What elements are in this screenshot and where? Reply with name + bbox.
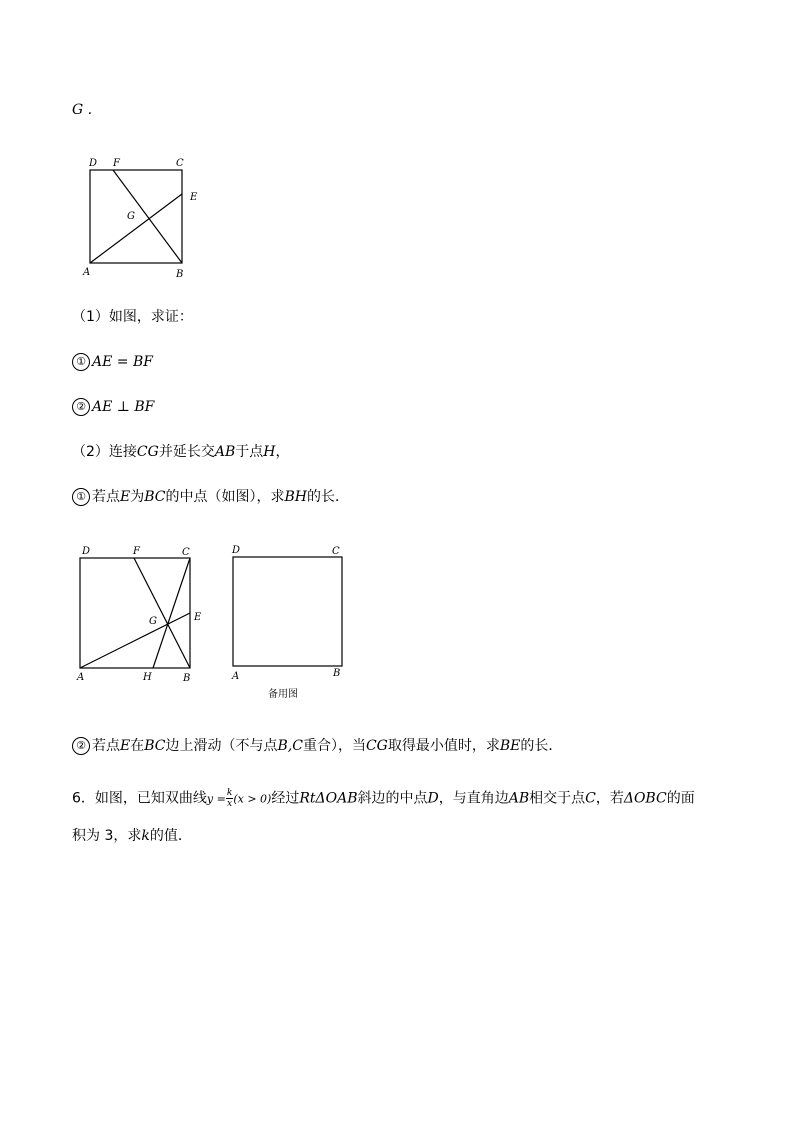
math-var: (x > 0) <box>233 792 272 806</box>
text: 经过 <box>271 790 300 807</box>
fig2-label-d: D <box>82 546 91 557</box>
fig1-label-c: C <box>176 158 184 169</box>
math-var: BH <box>284 489 307 505</box>
math-expr: AE ⊥ BF <box>92 399 155 415</box>
text: 重合），当 <box>302 738 366 754</box>
text: 积为 3，求 <box>72 828 142 844</box>
text: 的长． <box>520 738 563 754</box>
fig1-label-a: A <box>83 267 91 278</box>
text: （2）连接 <box>72 444 137 460</box>
text: 相交于点 <box>529 790 586 807</box>
fig2-label-f: F <box>133 546 140 557</box>
math-var: E <box>120 489 131 505</box>
text: 并延长交 <box>158 444 215 460</box>
fraction-denominator: x <box>227 799 233 809</box>
fig1-label-d: D <box>89 158 98 169</box>
math-var: AB <box>508 790 530 807</box>
math-var: C <box>585 790 596 807</box>
text: 斜边的中点 <box>357 790 428 807</box>
q1-item-2 <box>72 397 154 417</box>
text: 的面 <box>666 790 695 807</box>
q2-sub-2 <box>72 736 562 756</box>
fig2-label-e: E <box>194 612 202 623</box>
text: ，与直角边 <box>438 790 509 807</box>
fig2-label-h: H <box>143 672 152 683</box>
top-line: G . <box>72 102 93 118</box>
text: 的值． <box>149 828 192 844</box>
figure-3 <box>226 540 356 702</box>
math-var: ΔOBC <box>623 790 667 807</box>
figure-1 <box>80 152 210 282</box>
text: 为 <box>130 489 145 505</box>
text: 若点 <box>92 738 120 754</box>
math-var: D <box>427 790 439 807</box>
text: 于点 <box>235 444 264 460</box>
text: 的长． <box>307 489 349 505</box>
text: ，若 <box>595 790 624 807</box>
math-var: RtΔOAB <box>299 790 358 807</box>
fig2-label-a: A <box>77 672 85 683</box>
q6-line-1 <box>72 788 695 810</box>
circled-number: ① <box>72 488 90 506</box>
fig1-label-g: G <box>127 211 135 222</box>
fig2-label-g: G <box>149 616 157 627</box>
text: 取得最小值时，求 <box>387 738 500 754</box>
circled-number: ① <box>72 353 90 371</box>
circled-number: ② <box>72 398 90 416</box>
fig3-label-b: B <box>333 668 341 679</box>
circled-number: ② <box>72 737 90 755</box>
math-var: BC <box>144 489 166 505</box>
fig2-label-b: B <box>183 673 191 684</box>
math-var: CG <box>365 738 388 754</box>
q2-sub-1 <box>72 487 349 507</box>
q6-line-2 <box>72 826 192 846</box>
text: 在 <box>130 738 145 754</box>
math-var: k <box>141 828 150 844</box>
fig3-caption: 备用图 <box>268 689 298 700</box>
figure-2 <box>72 542 212 687</box>
fig3-label-d: D <box>232 545 241 556</box>
text: 的中点（如图），求 <box>165 489 285 505</box>
fig3-label-a: A <box>232 671 240 682</box>
fig1-label-f: F <box>113 158 120 169</box>
q1-heading: （1）如图，求证： <box>72 309 193 325</box>
math-var: BE <box>499 738 521 754</box>
fig3-label-c: C <box>332 546 340 557</box>
math-expr: AE = BF <box>92 354 153 370</box>
math-var: B,C <box>277 738 303 754</box>
math-var: BC <box>144 738 166 754</box>
math-var: y = <box>206 792 226 806</box>
fig2-label-c: C <box>182 547 190 558</box>
q2-heading <box>72 442 289 462</box>
math-var: H <box>263 444 276 460</box>
text: 6．如图，已知双曲线 <box>72 790 207 807</box>
math-var: E <box>120 738 131 754</box>
text: 边上滑动（不与点 <box>165 738 278 754</box>
fig1-label-e: E <box>190 192 198 203</box>
fig1-label-b: B <box>176 269 184 280</box>
fraction-numerator: k <box>226 788 233 798</box>
math-var: AB <box>214 444 236 460</box>
text: 若点 <box>92 489 120 505</box>
q1-item-1 <box>72 352 153 372</box>
math-var: CG <box>136 444 159 460</box>
text: ， <box>275 444 290 460</box>
